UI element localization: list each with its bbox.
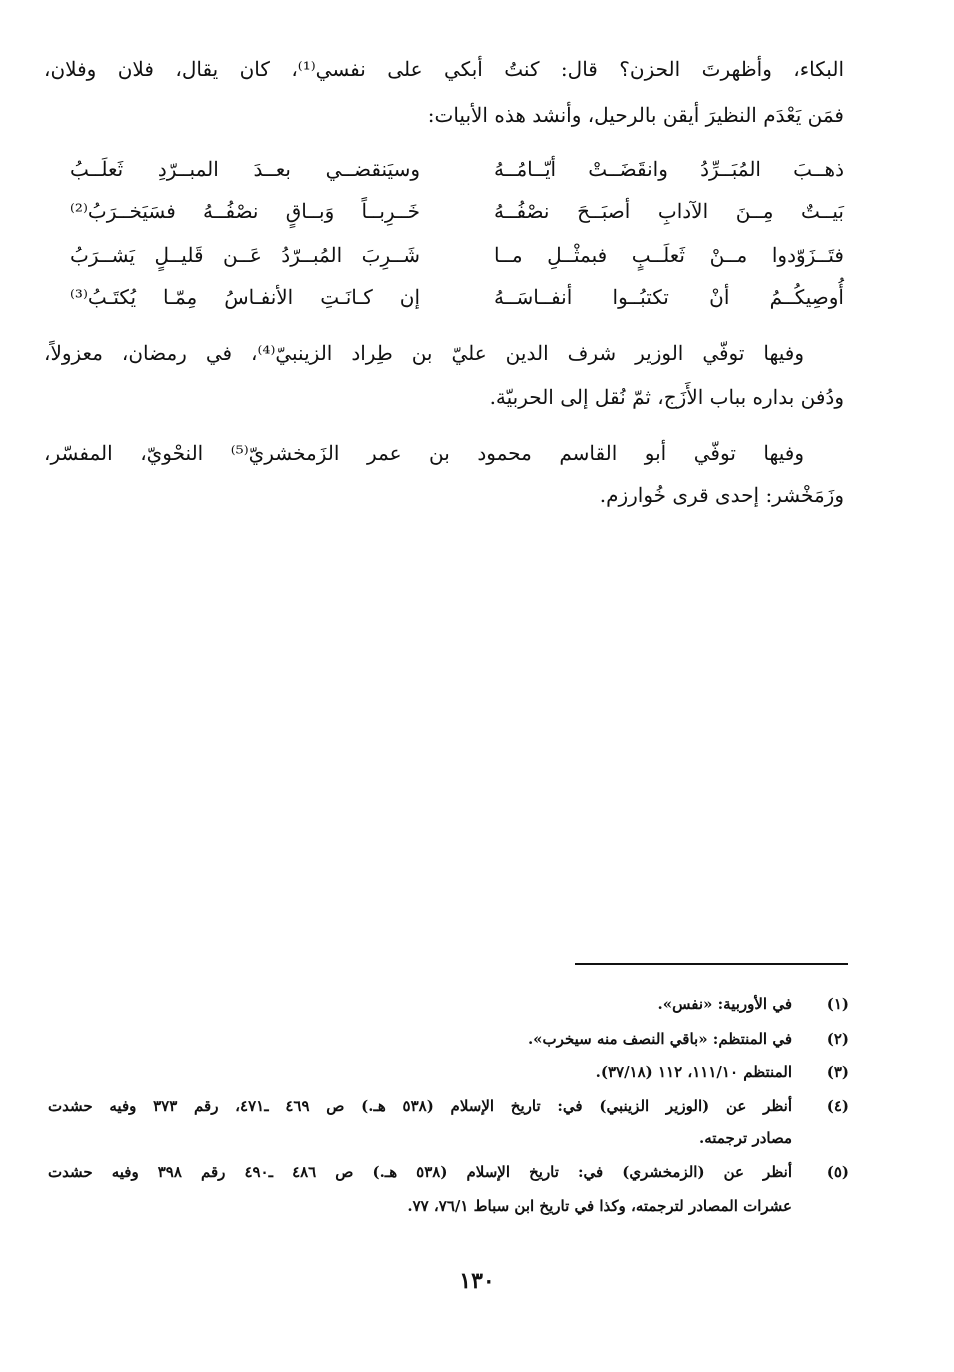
verse-1-second-hemistich: وسيَنقضــي بعــدَ المبــرّدِ ثَعلَــبُ bbox=[70, 157, 420, 181]
footnote-separator bbox=[575, 963, 848, 965]
footnote-2-text: في المنتظم: «باقي النصف منه سيخرب». bbox=[527, 1030, 792, 1048]
paragraph-1-line-1: البكاء، وأظهرتَ الحزن؟ قال: كنتُ أبكي على نفسي⁽¹⁾، كان يقال، فلان وفلان، bbox=[44, 57, 844, 81]
footnote-5-text-line-2: عشرات المصادر لترجمته، وكذا في تاريخ ابن سباط ٧٦/١، ٧٧. bbox=[407, 1197, 792, 1215]
footnote-4-text-line-2: مصادر ترجمته. bbox=[699, 1129, 792, 1147]
footnote-2-number: (٢) bbox=[826, 1030, 849, 1048]
verse-4-first-hemistich: أُوصِيكُــمُ أنْ تكتبُــوا أنفــاسَــهُ bbox=[494, 285, 844, 309]
footnote-5-text-line-1: أنظر عن (الزمخشري) في: تاريخ الإسلام (٥٣٨ هـ.) ص ٤٨٦ ـ٤٩٠ رقم ٣٩٨ وفيه حشدت bbox=[48, 1163, 792, 1181]
footnote-5-number: (٥) bbox=[826, 1163, 849, 1181]
footnote-1-number: (١) bbox=[826, 995, 849, 1013]
paragraph-1-line-2: فمَن يَعْدَم النظيرَ أيقن بالرحيل، وأنشد هذه الأبيات: bbox=[427, 103, 844, 127]
verse-2-second-hemistich: خَــرِبــاً وَبــاقٍ نصْفُــهُ فسَيَخــرَبُ⁽²⁾ bbox=[70, 199, 420, 223]
page-number: ١٣٠ bbox=[459, 1268, 495, 1294]
verse-4-second-hemistich: إن كـانَـتِ الأنفـاسُ مِمّـا يُكتَـبُ⁽³⁾ bbox=[70, 285, 420, 309]
footnote-3-number: (٣) bbox=[826, 1063, 849, 1081]
verse-2-first-hemistich: بَيــتٌ مِــنَ الآدابِ أصبَــحَ نصْفُــهُ bbox=[494, 199, 844, 223]
verse-3-first-hemistich: فتَــزَوّدوا مــنْ ثَعلَــبٍ فبمثْــلِ مــا bbox=[494, 243, 844, 267]
verse-3-second-hemistich: شَــرِبَ المُبــرّدُ عَــن قَليــلٍ يَشــرَبُ bbox=[70, 243, 420, 267]
paragraph-3-line-2: وزَمَخْشر: إحدى قرى خُوارزم. bbox=[599, 483, 844, 507]
paragraph-2-line-2: ودُفن بداره بباب الأَزَج، ثمّ نُقل إلى الحربيّة. bbox=[489, 385, 844, 409]
verse-1-first-hemistich: ذهــبَ المُبَــرِّدُ وانقَضَــتْ أيّــامُــهُ bbox=[494, 157, 844, 181]
paragraph-2-line-1: وفيها توفّي الوزير شرف الدين عليّ بن طِراد الزينبيّ⁽⁴⁾، في رمضان، معزولاً، bbox=[44, 341, 804, 365]
footnote-4-number: (٤) bbox=[826, 1097, 849, 1115]
footnote-3-text: المنتظم ١١١/١٠، ١١٢ (٣٧/١٨). bbox=[595, 1063, 792, 1081]
paragraph-3-line-1: وفيها توفّي أبو القاسم محمود بن عمر الزَمخشريّ⁽⁵⁾ النحْويّ، المفسّر، bbox=[44, 441, 804, 465]
footnote-1-text: في الأوربية: «نفس». bbox=[657, 995, 792, 1013]
footnote-4-text-line-1: أنظر عن (الوزير الزينبي) في: تاريخ الإسلام (٥٣٨ هـ.) ص ٤٦٩ ـ٤٧١، رقم ٣٧٣ وفيه حشدت bbox=[48, 1097, 792, 1115]
